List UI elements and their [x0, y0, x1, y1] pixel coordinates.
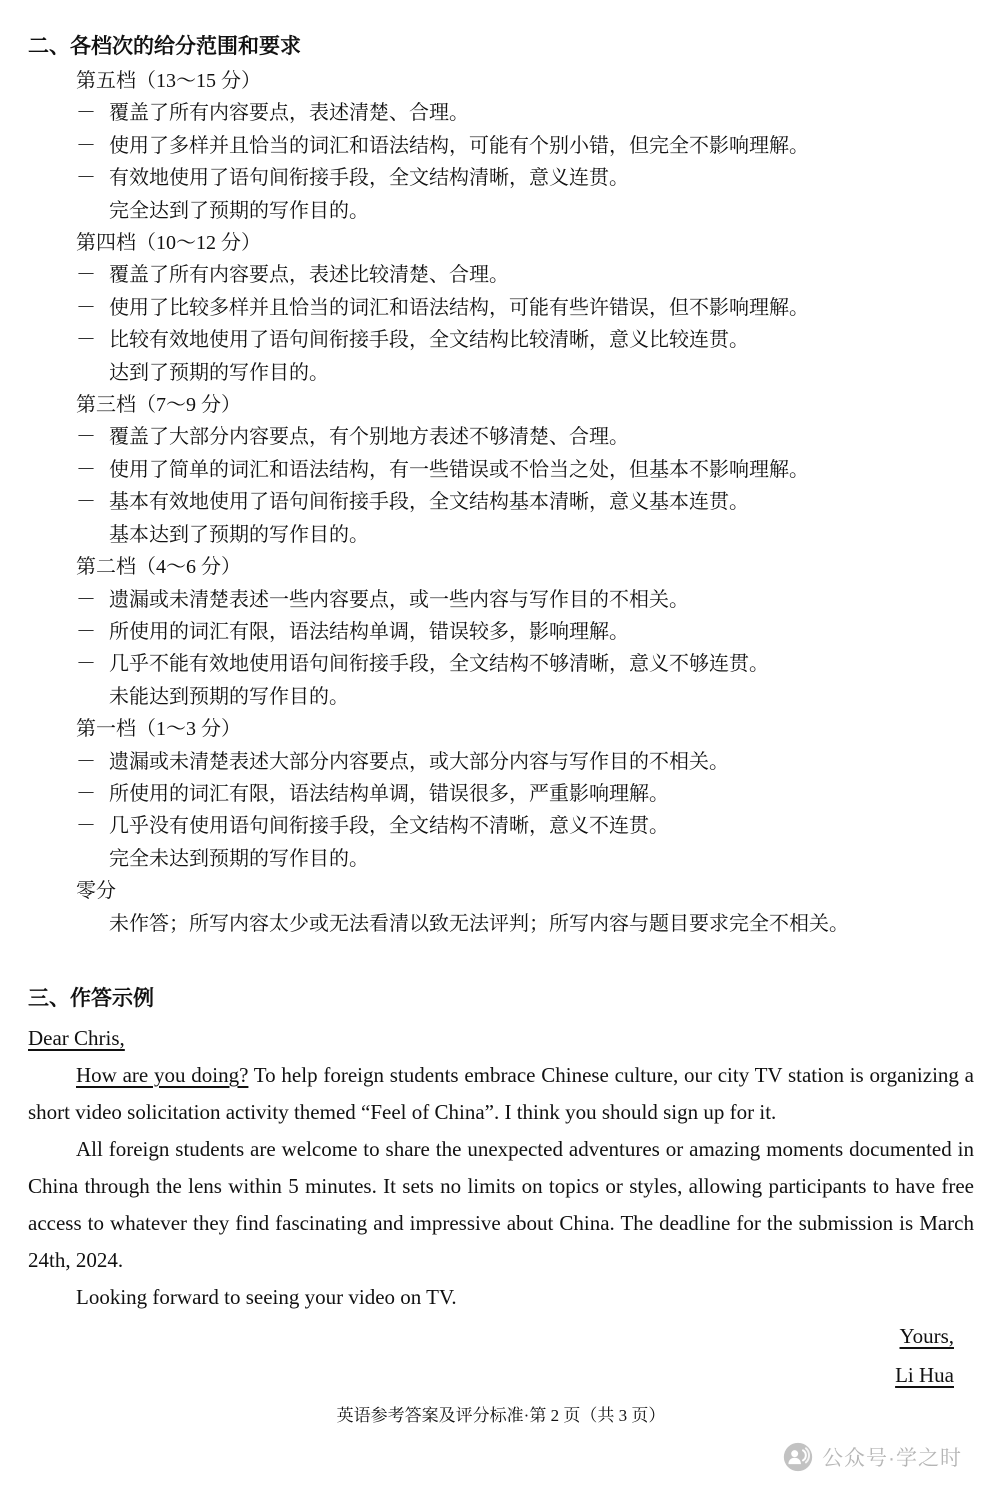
dash-bullet: － — [76, 750, 96, 773]
rubric-text: 覆盖了所有内容要点，表述比较清楚、合理。 — [109, 264, 509, 287]
dash-bullet: － — [76, 815, 96, 838]
dash-bullet: － — [76, 782, 96, 805]
rubric-text: 使用了多样并且恰当的词汇和语法结构，可能有个别小错，但完全不影响理解。 — [109, 134, 809, 157]
letter-signature — [28, 1356, 954, 1395]
zero-title: 零分 — [76, 880, 116, 903]
rubric-line — [28, 162, 974, 194]
tier-title: 第二档（4～6 分） — [76, 556, 241, 579]
dash-bullet: － — [76, 329, 96, 352]
tier-5 — [28, 65, 974, 227]
tier-conclusion: 完全达到了预期的写作目的。 — [109, 199, 369, 222]
rubric-text: 几乎没有使用语句间衔接手段，全文结构不清晰，意义不连贯。 — [109, 815, 669, 838]
tier-title: 第四档（10～12 分） — [76, 232, 261, 255]
closing-text: Yours, — [899, 1323, 954, 1348]
letter-salutation: Dear Chris, — [28, 1025, 125, 1050]
rubric-text: 使用了比较多样并且恰当的词汇和语法结构，可能有些许错误，但不影响理解。 — [109, 296, 809, 319]
tier-title: 第一档（1～3 分） — [76, 718, 241, 741]
dash-bullet: － — [76, 264, 96, 287]
tier-conclusion: 完全未达到预期的写作目的。 — [109, 847, 369, 870]
rubric-line — [28, 778, 974, 810]
rubric-text: 所使用的词汇有限，语法结构单调，错误较多，影响理解。 — [109, 620, 629, 643]
tier-conclusion: 未能达到预期的写作目的。 — [109, 685, 349, 708]
tier-title: 第三档（7～9 分） — [76, 394, 241, 417]
rubric-text: 所使用的词汇有限，语法结构单调，错误很多，严重影响理解。 — [109, 782, 669, 805]
rubric-line — [28, 648, 974, 680]
section2-heading: 二、各档次的给分范围和要求 — [28, 35, 301, 58]
rubric-line — [28, 292, 974, 324]
tier-1 — [28, 713, 974, 875]
rubric-line — [28, 810, 974, 842]
rubric-line — [28, 584, 974, 616]
rubric-line — [28, 324, 974, 356]
dash-bullet: － — [76, 102, 96, 125]
rubric-line — [28, 130, 974, 162]
dash-bullet: － — [76, 296, 96, 319]
rubric-text: 覆盖了所有内容要点，表述清楚、合理。 — [109, 102, 469, 125]
dash-bullet: － — [76, 491, 96, 514]
rubric-line — [28, 259, 974, 291]
letter-paragraph-1 — [28, 1057, 974, 1131]
letter-paragraph-3: Looking forward to seeing your video on TV. — [76, 1284, 457, 1309]
section3-heading: 三、作答示例 — [28, 986, 154, 1010]
rubric-text: 基本有效地使用了语句间衔接手段，全文结构基本清晰，意义基本连贯。 — [109, 491, 749, 514]
tier-2 — [28, 551, 974, 713]
rubric-text: 遗漏或未清楚表述一些内容要点，或一些内容与写作目的不相关。 — [109, 588, 689, 611]
tier-4 — [28, 227, 974, 389]
rubric-text: 有效地使用了语句间衔接手段，全文结构清晰，意义连贯。 — [109, 167, 629, 190]
wechat-official-account-icon — [783, 1442, 813, 1472]
dash-bullet: － — [76, 458, 96, 481]
letter-closing — [28, 1317, 954, 1356]
rubric-line — [28, 421, 974, 453]
tier-3 — [28, 389, 974, 551]
page-footer: 英语参考答案及评分标准·第 2 页（共 3 页） — [336, 1405, 666, 1425]
rubric-line — [28, 97, 974, 129]
rubric-line — [28, 486, 974, 518]
tier-conclusion: 达到了预期的写作目的。 — [109, 361, 329, 384]
rubric-line — [28, 616, 974, 648]
rubric-text: 比较有效地使用了语句间衔接手段，全文结构比较清晰，意义比较连贯。 — [109, 329, 749, 352]
tier-zero — [28, 875, 974, 940]
watermark-text: 公众号·学之时 — [822, 1447, 962, 1470]
dash-bullet: － — [76, 588, 96, 611]
rubric-text: 使用了简单的词汇和语法结构，有一些错误或不恰当之处，但基本不影响理解。 — [109, 458, 809, 481]
tier-conclusion: 基本达到了预期的写作目的。 — [109, 523, 369, 546]
dash-bullet: － — [76, 620, 96, 643]
rubric-text: 几乎不能有效地使用语句间衔接手段，全文结构不够清晰，意义不够连贯。 — [109, 653, 769, 676]
rubric-line — [28, 454, 974, 486]
signature-text: Li Hua — [895, 1362, 954, 1387]
dash-bullet: － — [76, 167, 96, 190]
dash-bullet: － — [76, 653, 96, 676]
sample-letter — [28, 1020, 974, 1395]
tier-title: 第五档（13～15 分） — [76, 70, 261, 92]
dash-bullet: － — [76, 426, 96, 449]
section-sample-answer — [28, 984, 974, 1395]
watermark — [783, 1442, 962, 1472]
rubric-text: 遗漏或未清楚表述大部分内容要点，或大部分内容与写作目的不相关。 — [109, 750, 729, 773]
letter-closing-block — [28, 1317, 974, 1395]
paragraph-text: To help foreign students embrace Chinese culture, our city TV station is organizing a short video solicitation activity themed “Feel of China”. I think you should sign up for it. — [28, 1062, 975, 1124]
underlined-phrase: How are you doing? — [76, 1062, 249, 1087]
rubric-text: 覆盖了大部分内容要点，有个别地方表述不够清楚、合理。 — [109, 426, 629, 449]
section-scoring-rubric — [28, 32, 974, 940]
dash-bullet: － — [76, 134, 96, 157]
letter-paragraph-2: All foreign students are welcome to share the unexpected adventures or amazing moments documented in China through the lens within 5 minutes. It sets no limits on topics or styles, allowing participants to have free access to whatever they find fascinating and impressive about China. The deadline for the submission is March 24th, 2024. — [28, 1136, 974, 1272]
rubric-line — [28, 746, 974, 778]
zero-text: 未作答；所写内容太少或无法看清以致无法评判；所写内容与题目要求完全不相关。 — [109, 912, 849, 935]
